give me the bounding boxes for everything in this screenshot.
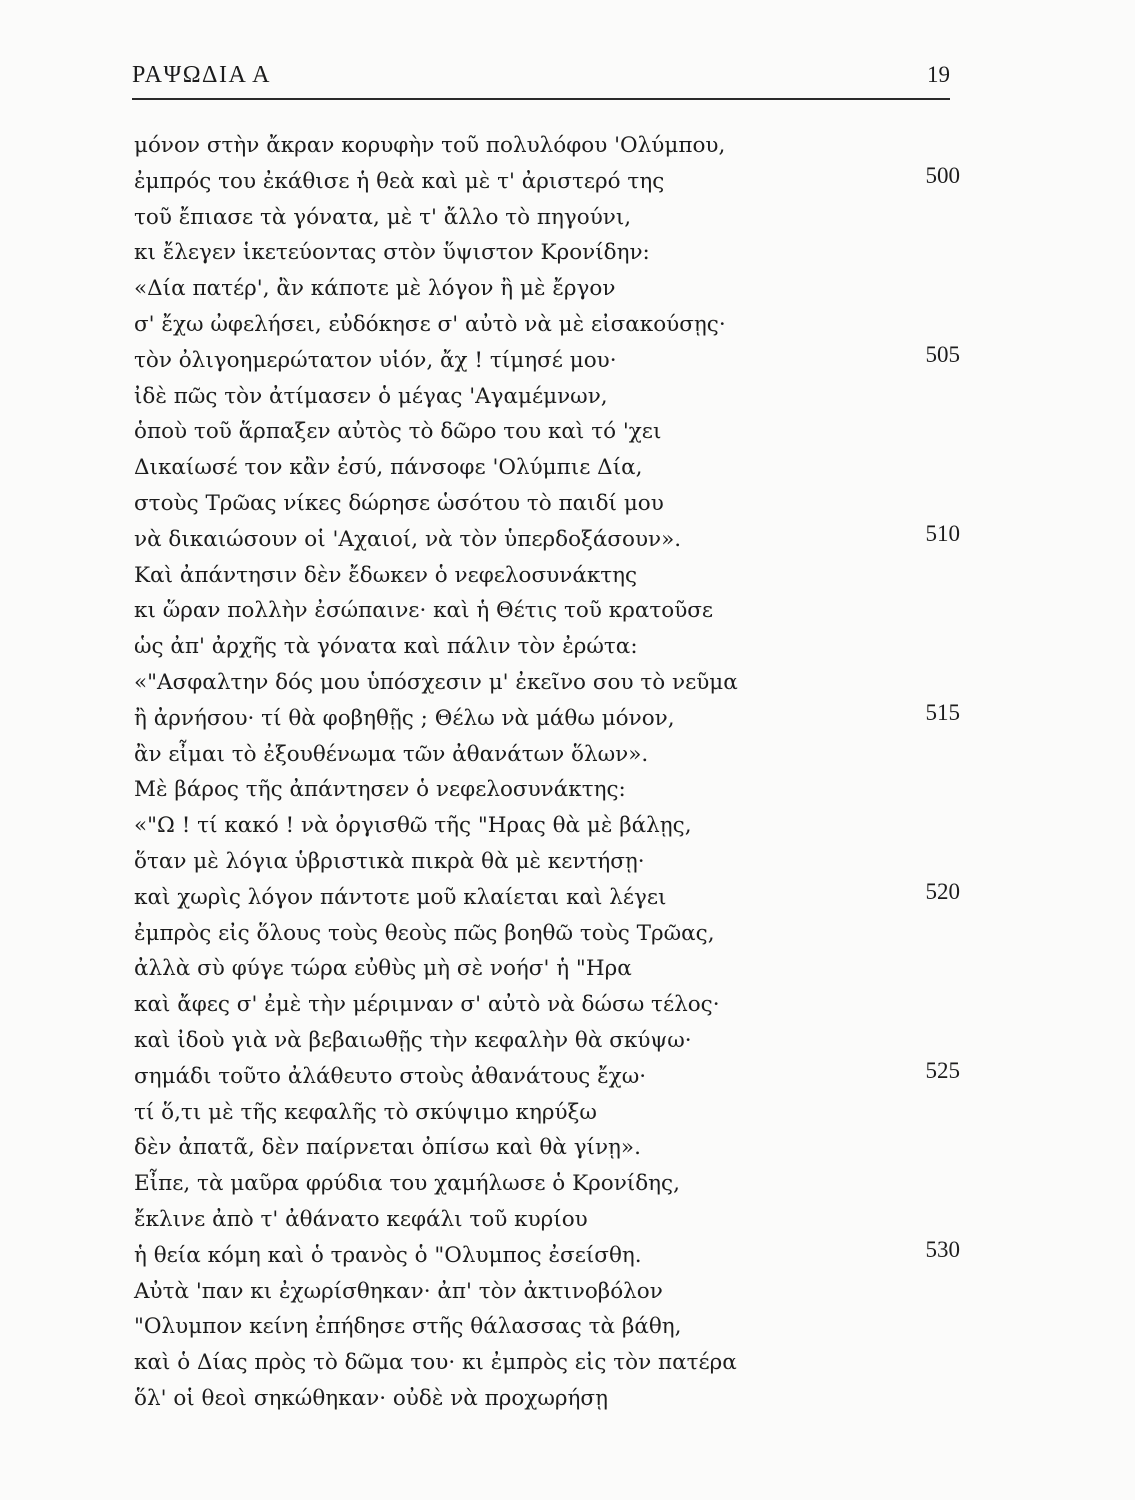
verse-text: ἐμπρὸς εἰς ὅλους τοὺς θεοὺς πῶς βοηθῶ τοὺς Τρῶας, bbox=[134, 920, 715, 946]
verse-line bbox=[134, 951, 964, 987]
verse-text: "Ολυμπον κείνη ἐπήδησε στῆς θάλασσας τὰ βάθη, bbox=[134, 1314, 682, 1340]
verse-line bbox=[134, 1309, 964, 1345]
page-number: 19 bbox=[927, 62, 950, 87]
line-number: 525 bbox=[925, 1057, 960, 1083]
line-number: 515 bbox=[925, 699, 960, 725]
verse-text: ἡ θεία κόμη καὶ ὁ τρανὸς ὁ "Ολυμπος ἐσείσθη. bbox=[134, 1242, 642, 1268]
verse-line bbox=[134, 558, 964, 594]
verse-text: Αὐτὰ 'παν κι ἐχωρίσθηκαν· ἀπ' τὸν ἀκτινοβόλον bbox=[134, 1278, 663, 1304]
verse-line bbox=[134, 235, 964, 271]
line-number: 500 bbox=[925, 162, 960, 188]
verse-text: στοὺς Τρῶας νίκες δώρησε ὡσότου τὸ παιδί μου bbox=[134, 490, 664, 516]
verse-line bbox=[134, 1023, 964, 1059]
verse-text: ὁποὺ τοῦ ἅρπαξεν αὐτὸς τὸ δῶρο του καὶ τό 'χει bbox=[134, 419, 662, 445]
line-number: 505 bbox=[925, 341, 960, 367]
verse-text: ἰδὲ πῶς τὸν ἀτίμασεν ὁ μέγας 'Αγαμέμνων, bbox=[134, 383, 608, 409]
verse-line bbox=[134, 379, 964, 415]
verse-text: καὶ ἰδοὺ γιὰ νὰ βεβαιωθῇς τὴν κεφαλὴν θὰ σκύψω· bbox=[134, 1027, 692, 1053]
verse-text: Καὶ ἀπάντησιν δὲν ἔδωκεν ὁ νεφελοσυνάκτης bbox=[134, 562, 638, 588]
verse-text: τί ὅ,τι μὲ τῆς κεφαλῆς τὸ σκύψιμο κηρύξω bbox=[134, 1099, 597, 1125]
verse-line bbox=[134, 343, 964, 379]
verse-line bbox=[134, 808, 964, 844]
verse-line bbox=[134, 414, 964, 450]
verse-line bbox=[134, 522, 964, 558]
verse-text: δὲν ἀπατᾶ, δὲν παίρνεται ὀπίσω καὶ θὰ γίνῃ». bbox=[134, 1135, 641, 1161]
verse-line bbox=[134, 164, 964, 200]
verse-line bbox=[134, 128, 964, 164]
verse-list bbox=[134, 128, 964, 1417]
verse-line bbox=[134, 1202, 964, 1238]
verse-line bbox=[134, 737, 964, 773]
verse-text: Εἶπε, τὰ μαῦρα φρύδια του χαμήλωσε ὁ Κρονίδης, bbox=[134, 1171, 680, 1197]
verse-line bbox=[134, 1381, 964, 1417]
verse-line bbox=[134, 916, 964, 952]
verse-text: ὅλ' οἱ θεοὶ σηκώθηκαν· οὐδὲ νὰ προχωρήσῃ bbox=[134, 1385, 608, 1411]
verse-text: καὶ ἄφες σ' ἐμὲ τὴν μέριμναν σ' αὐτὸ νὰ δώσω τέλος· bbox=[134, 992, 720, 1018]
verse-line bbox=[134, 1345, 964, 1381]
verse-line bbox=[134, 880, 964, 916]
verse-text: κι ὥραν πολλὴν ἐσώπαινε· καὶ ἡ Θέτις τοῦ κρατοῦσε bbox=[134, 598, 714, 624]
verse-line bbox=[134, 450, 964, 486]
verse-line bbox=[134, 307, 964, 343]
verse-text: σημάδι τοῦτο ἀλάθευτο στοὺς ἀθανάτους ἔχω· bbox=[134, 1063, 647, 1089]
verse-text: καὶ ὁ Δίας πρὸς τὸ δῶμα του· κι ἐμπρὸς εἰς τὸν πατέρα bbox=[134, 1350, 737, 1376]
verse-text: «Δία πατέρ', ἂν κάποτε μὲ λόγον ἢ μὲ ἔργον bbox=[134, 276, 616, 302]
verse-text: νὰ δικαιώσουν οἱ 'Αχαιοί, νὰ τὸν ὑπερδοξάσουν». bbox=[134, 526, 682, 552]
verse-text: «"Ασφαλτην δός μου ὑπόσχεσιν μ' ἐκεῖνο σου τὸ νεῦμα bbox=[134, 669, 738, 695]
verse-text: ἂν εἶμαι τὸ ἐξουθένωμα τῶν ἀθανάτων ὅλων». bbox=[134, 741, 649, 767]
verse-line bbox=[134, 1059, 964, 1095]
verse-line bbox=[134, 271, 964, 307]
line-number: 530 bbox=[925, 1236, 960, 1262]
verse-text: «"Ω ! τί κακό ! νὰ ὀργισθῶ τῆς "Ηρας θὰ μὲ βάλῃς, bbox=[134, 813, 692, 839]
chapter-title: ΡΑΨΩΔΙΑ Α bbox=[132, 62, 271, 88]
verse-text: καὶ χωρὶς λόγον πάντοτε μοῦ κλαίεται καὶ λέγει bbox=[134, 884, 667, 910]
verse-line bbox=[134, 629, 964, 665]
verse-text: ὅταν μὲ λόγια ὑβριστικὰ πικρὰ θὰ μὲ κεντήσῃ· bbox=[134, 848, 645, 874]
verse-line bbox=[134, 1238, 964, 1274]
verse-text: μόνον στὴν ἄκραν κορυφὴν τοῦ πολυλόφου 'Ολύμπου, bbox=[134, 133, 726, 158]
verse-text: ἔκλινε ἀπὸ τ' ἀθάνατο κεφάλι τοῦ κυρίου bbox=[134, 1206, 588, 1232]
verse-text: Μὲ βάρος τῆς ἀπάντησεν ὁ νεφελοσυνάκτης: bbox=[134, 777, 626, 803]
verse-line bbox=[134, 844, 964, 880]
verse-text: Δικαίωσέ τον κἂν ἐσύ, πάνσοφε 'Ολύμπιε Δία, bbox=[134, 455, 643, 481]
verse-text: τὸν ὀλιγοημερώτατον υἱόν, ἄχ ! τίμησέ μου· bbox=[134, 347, 617, 373]
verse-text: κι ἔλεγεν ἱκετεύοντας στὸν ὕψιστον Κρονίδην: bbox=[134, 240, 650, 266]
verse-line bbox=[134, 701, 964, 737]
verse-line bbox=[134, 1095, 964, 1131]
verse-text: τοῦ ἔπιασε τὰ γόνατα, μὲ τ' ἄλλο τὸ πηγούνι, bbox=[134, 204, 632, 230]
verse-text: ὡς ἀπ' ἀρχῆς τὰ γόνατα καὶ πάλιν τὸν ἐρώτα: bbox=[134, 634, 638, 660]
verse-line bbox=[134, 1166, 964, 1202]
verse-line bbox=[134, 486, 964, 522]
verse-text: ἀλλὰ σὺ φύγε τώρα εὐθὺς μὴ σὲ νοήσ' ἡ "Ηρα bbox=[134, 956, 632, 982]
line-number: 510 bbox=[925, 520, 960, 546]
verse-line bbox=[134, 200, 964, 236]
verse-line bbox=[134, 665, 964, 701]
verse-line bbox=[134, 772, 964, 808]
verse-text: σ' ἔχω ὠφελήσει, εὐδόκησε σ' αὐτὸ νὰ μὲ εἰσακούσῃς· bbox=[134, 311, 726, 337]
verse-line bbox=[134, 987, 964, 1023]
verse-text: ἢ ἀρνήσου· τί θὰ φοβηθῇς ; Θέλω νὰ μάθω μόνον, bbox=[134, 705, 675, 731]
verse-line bbox=[134, 1274, 964, 1310]
verse-text: ἐμπρός του ἐκάθισε ἡ θεὰ καὶ μὲ τ' ἀριστερό της bbox=[134, 168, 665, 194]
running-header bbox=[132, 62, 950, 96]
verse-line bbox=[134, 593, 964, 629]
line-number: 520 bbox=[925, 878, 960, 904]
header-rule bbox=[132, 98, 950, 100]
verse-line bbox=[134, 1130, 964, 1166]
